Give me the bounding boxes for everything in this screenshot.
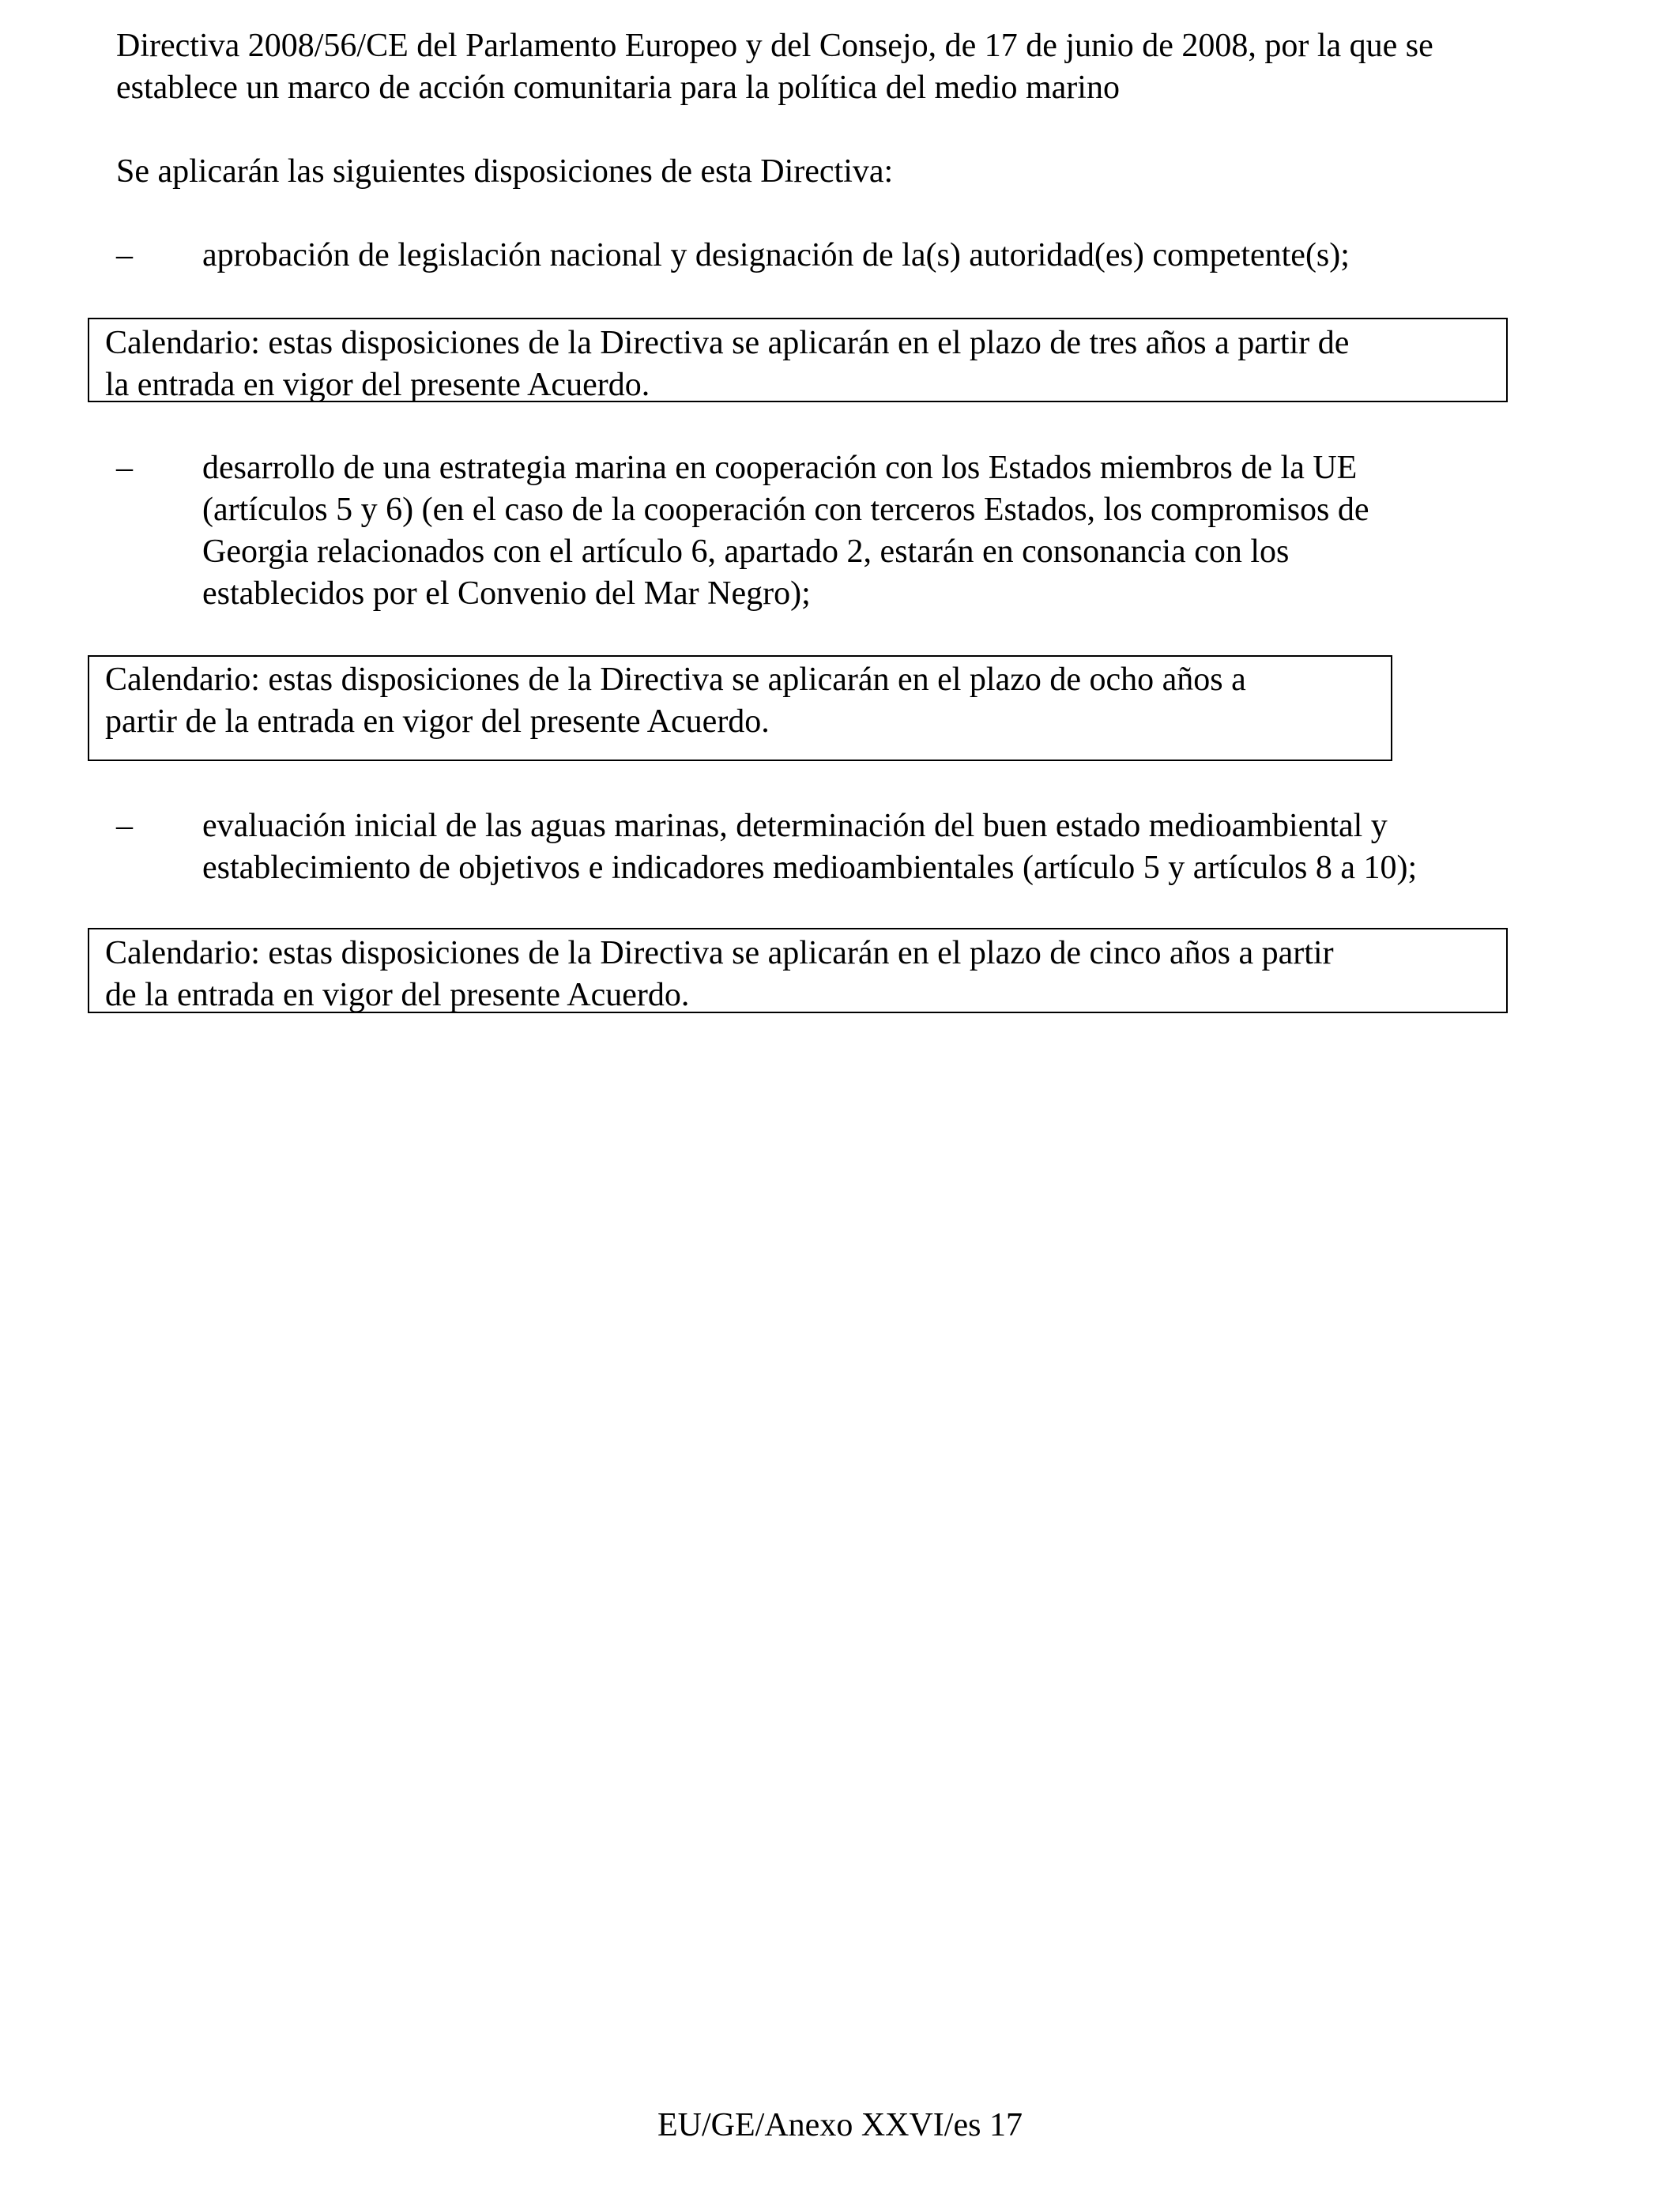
calendar-box-3-line-2: de la entrada en vigor del presente Acuerdo. xyxy=(105,977,690,1013)
directive-title xyxy=(116,25,1433,109)
calendar-box-3-line-1: Calendario: estas disposiciones de la Directiva se aplicarán en el plazo de cinco años a partir xyxy=(105,935,1334,971)
list-dash: – xyxy=(116,450,133,486)
list-item-3 xyxy=(202,805,1417,889)
list-item-3-line-1: evaluación inicial de las aguas marinas, determinación del buen estado medioambiental y xyxy=(202,808,1388,844)
list-item-1 xyxy=(202,235,1350,277)
list-item-2-line-2: (artículos 5 y 6) (en el caso de la cooperación con terceros Estados, los compromisos de xyxy=(202,492,1369,528)
calendar-box-1 xyxy=(88,318,1508,402)
calendar-box-2-line-2: partir de la entrada en vigor del presente Acuerdo. xyxy=(105,703,770,740)
calendar-box-2 xyxy=(88,655,1392,761)
directive-title-line-1: Directiva 2008/56/CE del Parlamento Europeo y del Consejo, de 17 de junio de 2008, por la que se xyxy=(116,28,1433,64)
list-dash: – xyxy=(116,237,133,273)
list-item-2-line-1: desarrollo de una estrategia marina en cooperación con los Estados miembros de la UE xyxy=(202,450,1358,486)
list-item-2-line-3: Georgia relacionados con el artículo 6, apartado 2, estarán en consonancia con los xyxy=(202,533,1290,570)
list-item-2-line-4: establecidos por el Convenio del Mar Negro); xyxy=(202,575,811,612)
calendar-box-3 xyxy=(88,928,1508,1013)
list-item-3-line-2: establecimiento de objetivos e indicadores medioambientales (artículo 5 y artículos 8 a 10); xyxy=(202,850,1418,886)
calendar-box-2-line-1: Calendario: estas disposiciones de la Directiva se aplicarán en el plazo de ocho años a xyxy=(105,662,1246,698)
list-item-2 xyxy=(202,447,1369,615)
list-dash: – xyxy=(116,808,133,844)
calendar-box-1-line-2: la entrada en vigor del presente Acuerdo. xyxy=(105,367,650,403)
directive-title-line-2: establece un marco de acción comunitaria para la política del medio marino xyxy=(116,70,1120,106)
calendar-box-1-line-1: Calendario: estas disposiciones de la Directiva se aplicarán en el plazo de tres años a partir de xyxy=(105,325,1350,361)
list-item-1-line-1: aprobación de legislación nacional y designación de la(s) autoridad(es) competente(s); xyxy=(202,237,1350,273)
page-footer-reference: EU/GE/Anexo XXVI/es 17 xyxy=(657,2107,1023,2143)
provisions-lead: Se aplicarán las siguientes disposiciones de esta Directiva: xyxy=(116,153,894,190)
